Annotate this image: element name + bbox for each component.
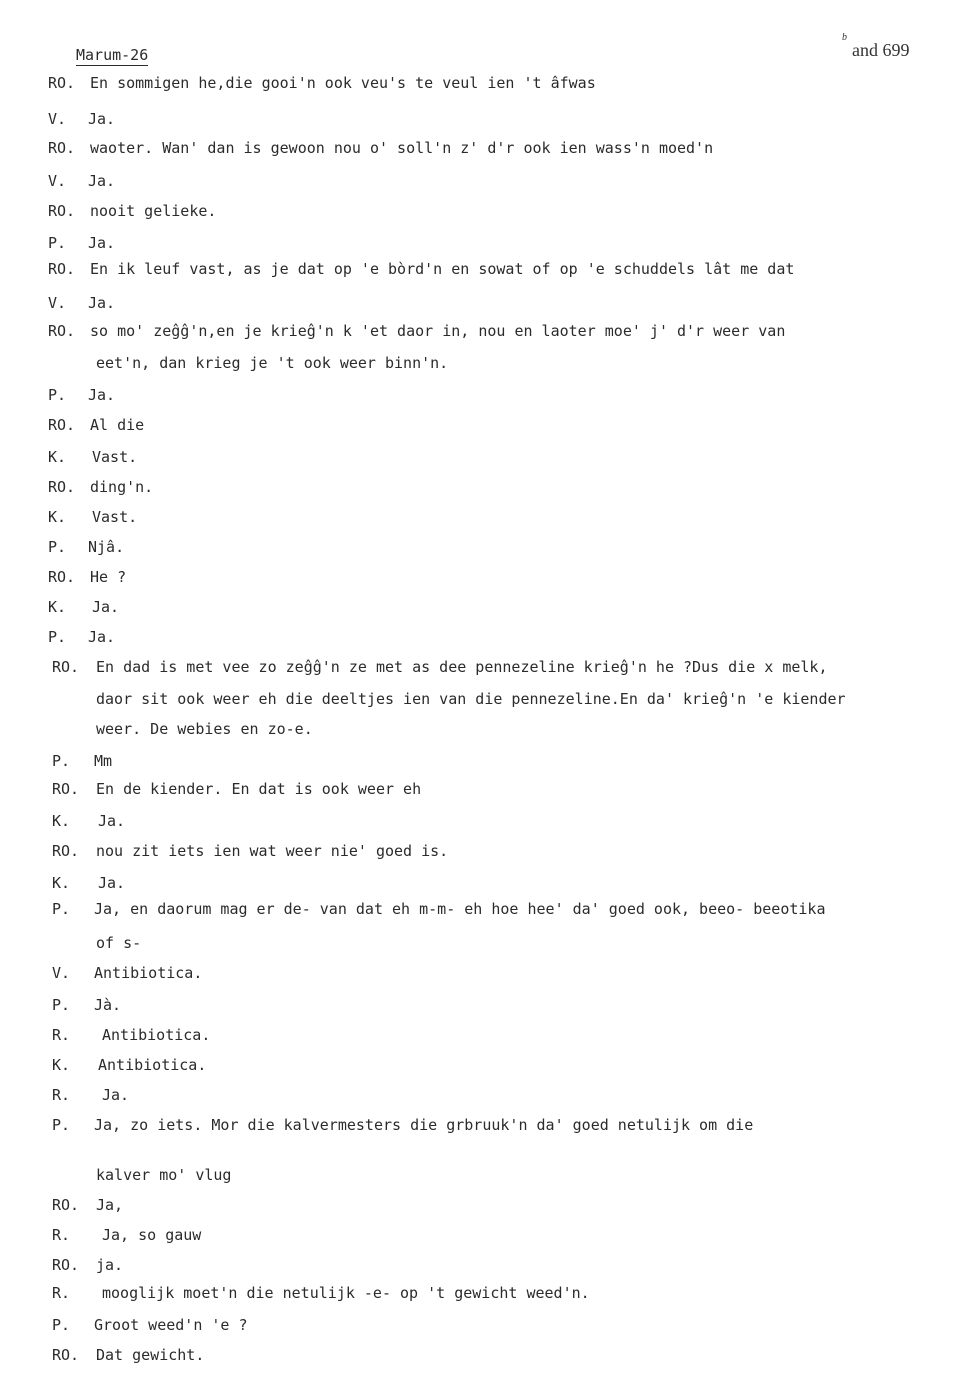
speaker-label: RO. xyxy=(48,202,76,220)
speaker-label: R. xyxy=(52,1226,71,1244)
transcript-line xyxy=(0,1084,979,1106)
transcript-line xyxy=(0,810,979,832)
speaker-label: RO. xyxy=(48,260,76,278)
utterance-text: Ja, xyxy=(96,1196,124,1214)
utterance-text: Mm xyxy=(94,752,113,770)
transcript-line xyxy=(0,1314,979,1336)
speaker-label: R. xyxy=(52,1026,71,1044)
transcript-line xyxy=(0,170,979,192)
utterance-text: ja. xyxy=(96,1256,124,1274)
speaker-label: RO. xyxy=(52,780,80,798)
speaker-label: RO. xyxy=(48,139,76,157)
transcript-line xyxy=(0,1282,979,1304)
transcript-line xyxy=(0,750,979,772)
transcript-line xyxy=(0,1024,979,1046)
utterance-text: waoter. Wan' dan is gewoon nou o' soll'n z' d'r ook ien wass'n moed'n xyxy=(90,139,714,157)
transcript-line xyxy=(0,352,979,374)
speaker-label: RO. xyxy=(52,1346,80,1364)
page-mark: b xyxy=(842,32,847,43)
speaker-label: K. xyxy=(52,874,71,892)
transcript-line xyxy=(0,688,979,710)
transcript-line xyxy=(0,596,979,618)
transcript-line xyxy=(0,292,979,314)
utterance-text: He ? xyxy=(90,568,127,586)
speaker-label: P. xyxy=(48,234,67,252)
transcript-line xyxy=(0,932,979,954)
transcript-line xyxy=(0,446,979,468)
speaker-label: P. xyxy=(52,1116,71,1134)
speaker-label: R. xyxy=(52,1086,71,1104)
utterance-text: nou zit iets ien wat weer nie' goed is. xyxy=(96,842,449,860)
utterance-text: Antibiotica. xyxy=(98,1056,207,1074)
utterance-text: Ja. xyxy=(98,812,126,830)
transcript-line xyxy=(0,1114,979,1136)
speaker-label: RO. xyxy=(48,416,76,434)
utterance-text: of s- xyxy=(96,934,142,952)
transcript-line xyxy=(0,536,979,558)
speaker-label: K. xyxy=(52,812,71,830)
transcript-line xyxy=(0,626,979,648)
speaker-label: V. xyxy=(48,172,67,190)
utterance-text: Ja. xyxy=(88,234,116,252)
utterance-text: Ja. xyxy=(92,598,120,616)
utterance-text: Ja, zo iets. Mor die kalvermesters die grbruuk'n da' goed netulijk om die xyxy=(94,1116,754,1134)
transcript-line xyxy=(0,384,979,406)
page-header: Marum-26 xyxy=(76,46,149,64)
utterance-text: Ja. xyxy=(88,386,116,404)
utterance-text: En de kiender. En dat is ook weer eh xyxy=(96,780,422,798)
transcript-line xyxy=(0,718,979,740)
transcript-line xyxy=(0,1254,979,1276)
utterance-text: Ja. xyxy=(88,294,116,312)
transcript-line xyxy=(0,232,979,254)
speaker-label: K. xyxy=(48,598,67,616)
transcript-line xyxy=(0,898,979,920)
speaker-label: P. xyxy=(48,628,67,646)
transcript-line xyxy=(0,506,979,528)
page-number-text: and 699 xyxy=(852,40,910,60)
speaker-label: RO. xyxy=(52,842,80,860)
transcript-line xyxy=(0,108,979,130)
speaker-label: RO. xyxy=(48,478,76,496)
transcript-line xyxy=(0,320,979,342)
utterance-text: eet'n, dan krieg je 't ook weer binn'n. xyxy=(96,354,449,372)
speaker-label: P. xyxy=(52,996,71,1014)
speaker-label: P. xyxy=(52,1316,71,1334)
transcript-line xyxy=(0,414,979,436)
speaker-label: P. xyxy=(48,538,67,556)
transcript-line xyxy=(0,1344,979,1366)
utterance-text: En ik leuf vast, as je dat op 'e bòrd'n en sowat of op 'e schuddels lât me dat xyxy=(90,260,795,278)
transcript-line xyxy=(0,778,979,800)
utterance-text: Jà. xyxy=(94,996,122,1014)
transcript-line xyxy=(0,566,979,588)
utterance-text: daor sit ook weer eh die deeltjes ien van die pennezeline.En da' krieĝ'n 'e kiender xyxy=(96,690,846,708)
utterance-text: Vast. xyxy=(92,508,138,526)
utterance-text: Ja. xyxy=(98,874,126,892)
transcript-line xyxy=(0,1054,979,1076)
speaker-label: P. xyxy=(52,900,71,918)
utterance-text: kalver mo' vlug xyxy=(96,1166,232,1184)
speaker-label: V. xyxy=(48,294,67,312)
speaker-label: P. xyxy=(48,386,67,404)
utterance-text: ding'n. xyxy=(90,478,154,496)
transcript-line xyxy=(0,476,979,498)
speaker-label: K. xyxy=(48,448,67,466)
transcript-line xyxy=(0,1164,979,1186)
speaker-label: RO. xyxy=(48,322,76,340)
speaker-label: K. xyxy=(48,508,67,526)
transcript-line xyxy=(0,137,979,159)
transcript-line xyxy=(0,1194,979,1216)
utterance-text: Dat gewicht. xyxy=(96,1346,205,1364)
utterance-text: mooglijk moet'n die netulijk -e- op 't gewicht weed'n. xyxy=(102,1284,590,1302)
speaker-label: V. xyxy=(52,964,71,982)
utterance-text: weer. De webies en zo-e. xyxy=(96,720,313,738)
transcript-line xyxy=(0,872,979,894)
utterance-text: Ja. xyxy=(88,172,116,190)
speaker-label: RO. xyxy=(52,658,80,676)
utterance-text: Antibiotica. xyxy=(102,1026,211,1044)
transcript-line xyxy=(0,994,979,1016)
speaker-label: V. xyxy=(48,110,67,128)
transcript-line xyxy=(0,962,979,984)
transcript-line xyxy=(0,72,979,94)
transcript-line xyxy=(0,200,979,222)
speaker-label: RO. xyxy=(52,1256,80,1274)
speaker-label: RO. xyxy=(52,1196,80,1214)
speaker-label: RO. xyxy=(48,74,76,92)
utterance-text: Ja, en daorum mag er de- van dat eh m-m- eh hoe hee' da' goed ook, beeo- beeotika xyxy=(94,900,826,918)
utterance-text: Ja. xyxy=(88,110,116,128)
utterance-text: En dad is met vee zo zeĝĝ'n ze met as dee pennezeline krieĝ'n he ?Dus die x melk, xyxy=(96,658,828,676)
speaker-label: P. xyxy=(52,752,71,770)
transcript-line xyxy=(0,656,979,678)
utterance-text: nooit gelieke. xyxy=(90,202,217,220)
speaker-label: R. xyxy=(52,1284,71,1302)
transcript-line xyxy=(0,258,979,280)
utterance-text: Ja. xyxy=(88,628,116,646)
utterance-text: Antibiotica. xyxy=(94,964,203,982)
utterance-text: Vast. xyxy=(92,448,138,466)
transcript-line xyxy=(0,1224,979,1246)
speaker-label: K. xyxy=(52,1056,71,1074)
utterance-text: Ja, so gauw xyxy=(102,1226,202,1244)
utterance-text: Ja. xyxy=(102,1086,130,1104)
utterance-text: so mo' zeĝĝ'n,en je krieĝ'n k 'et daor in, nou en laoter moe' j' d'r weer van xyxy=(90,322,786,340)
utterance-text: Al die xyxy=(90,416,145,434)
utterance-text: Njâ. xyxy=(88,538,125,556)
transcript-line xyxy=(0,840,979,862)
utterance-text: En sommigen he,die gooi'n ook veu's te veul ien 't âfwas xyxy=(90,74,596,92)
utterance-text: Groot weed'n 'e ? xyxy=(94,1316,248,1334)
speaker-label: RO. xyxy=(48,568,76,586)
